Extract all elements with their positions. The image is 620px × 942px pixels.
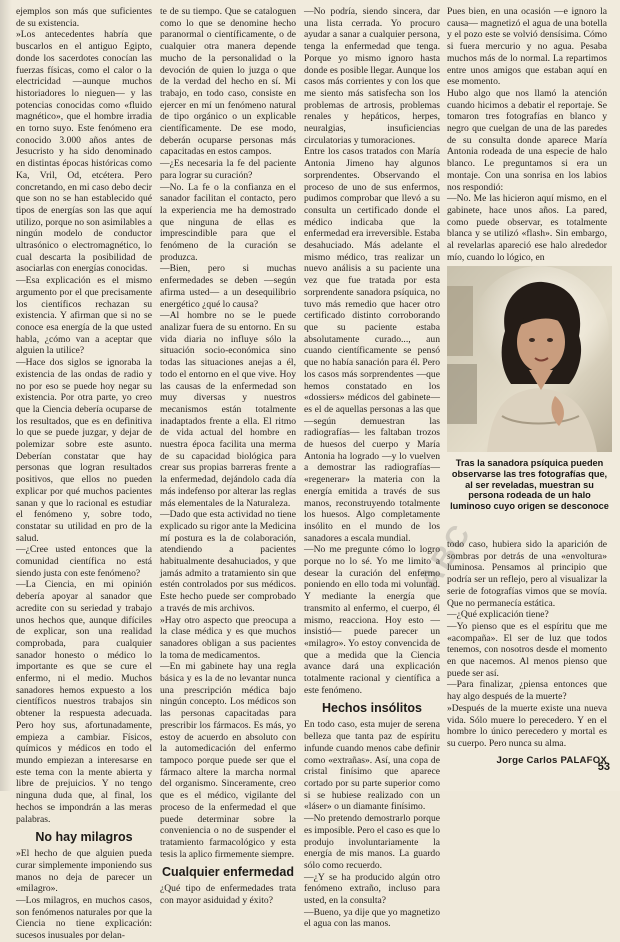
paragraph: —Al hombre no se le puede analizar fuera de su entorno. En su vida diaria no influye sólo la situación socio-económica sino todas las situaciones anejas a él, todo el entorno en el que vive. Hoy las causas de la enfermedad son muy diversas y nuestros mecanismos están totalmente inadaptados frente a ella. El ritmo de vida actual del hombre en nuestra época facilita una merma de su capacidad biológica para crear sus propias barreras frente a la enfermedad, dejándolo cada día más indefenso por alterar las reglas más elementales de la Naturaleza. [160,310,296,509]
article-column-1 [16,6,152,942]
paragraph: »Hay otro aspecto que preocupa a la clase médica y es que muchos sanadores obligan a sus pacientes la toma de medicamentos. [160,614,296,661]
paragraph: —¿Es necesaria la fe del paciente para lograr su curación? [160,158,296,181]
paragraph: te de su tiempo. Que se cataloguen como lo que se denomine hecho paranormal o científicamente, o de cualquier otra manera depende mucho de la personalidad o la devoción de quien lo juzga o que de la verdad del hecho en sí. Mi trabajo, en todo caso, consiste en ejercer en mí un fenómeno natural de tipo orgánico o un explicable científicamente. De ese modo, deberán ocuparse personas más capacitadas en estos campos. [160,6,296,158]
paragraph: »El hecho de que alguien pueda curar simplemente imponiendo sus manos no deja de parecer un «milagro». [16,848,152,895]
paragraph: —No. La fe o la confianza en el sanador facilitan el contacto, pero la experiencia me ha demostrado que ninguna de ellas es imprescindible para que el fenómeno de la curación se produzca. [160,181,296,263]
paragraph: Hubo algo que nos llamó la atención cuando hicimos a debatir el reportaje. Se tomaron tres fotografías en blanco y negro que cuelgan de una de las paredes de su consulta donde aparece María Antonia rodeada de una especie de halo blanco. Le preguntamos si era un montaje. Con una sonrisa en los labios nos respondió: [447,87,607,193]
paragraph: —¿Y se ha producido algún otro fenómeno extraño, incluso para usted, en la consulta? [304,871,440,907]
paragraph: —¿Cree usted entonces que la comunidad científica no está siendo justa con este fenómeno? [16,544,152,579]
article-column-2 [160,6,296,907]
paragraph: —Bien, pero si muchas enfermedades se deben —según afirma usted— a un desequilibrio energético ¿qué lo causa? [160,263,296,310]
paragraph: »Los antecedentes habría que buscarlos en el antiguo Egipto, donde los sacerdotes conocían las fuerzas físicas, como el calor o la electricidad —aunque muchos historiadores lo nieguen— y las potencias conocidas como «fluido magnético», que el hombre irradia en torno suyo. Este fenómeno era conocido 3.000 años antes de Jesucristo y ha sido denominado en distintas épocas históricas como Ka, Vril, Od, etcétera. Pero concretando, en mi caso debo decir que son no se han establecido qué tipos de energías son las que aquí utilizo, porque no son asimilables a ningún modelo de conductor ultrasónico o electromagnético, lo cual descarta la posibilidad de asociarlas con energías conocidas. [16,29,152,275]
paragraph: —¿Qué explicación tiene? [447,609,549,621]
paragraph: —Dado que esta actividad no tiene explicado su rigor ante la Medicina mí postura es la de colaboración, atendiendo a pacientes habitualmente desahuciados, y que jamás admito a tratamiento sin que estén controlados por sus médicos. Este hecho puede ser comprobado a través de mis archivos. [160,509,296,614]
paragraph: —No me pregunte cómo lo logro porque no lo sé. Yo me limito a desear la curación del enfermo poniendo en ello toda mi voluntad. Y mediante la energía que transmito al enfermo, el cuerpo, él mismo, reacciona. Hoy esto —insistió— puede parecer un «milagro». Yo estoy convencida de que a medida que la Ciencia avance dará una explicación totalmente racional y científica a este fenómeno. [304,544,440,696]
article-column-4-bottom [447,539,607,766]
paragraph: todo caso, hubiera sido la aparición de sombras por detrás de una «envoltura» luminosa. Pensamos al principio que podría ser un reflejo, pero al visualizar la serie de fotografías vimos que se movía. Que no permanecía estática. [447,539,607,609]
paragraph: —Hace dos siglos se ignoraba la existencia de las ondas de radio y no por eso se puede hoy negar su existencia. Por otra parte, yo creo que la Ciencia debería ocuparse de los resultados, que es en definitiva lo que se puede juzgar, y dejar de polemizar sobre este asunto. Deberían constatar que hay personas que logran resultados positivos, que ellos no pueden explicar por qué muchos pacientes sanan y que lo racional es estudiar el fenómeno y, sobre todo, constatar su utilidad en pro de la salud. [16,357,152,544]
paragraph: —Esa explicación es el mismo argumento por el que precisamente los científicos rechazan su existencia. Y afirman que si no se conoce esa energía de la que usted habla, ¿cómo van a aceptar que alguien la utilice? [16,275,152,357]
page-fold-shadow [0,0,12,791]
author-byline: Jorge Carlos PALAFOX [496,754,607,766]
section-heading-hechos-insolitos: Hechos insólitos [321,701,423,716]
paragraph: —Para finalizar, ¿piensa entonces que hay algo después de la muerte? [447,679,607,703]
paragraph: Entre los casos tratados con María Antonia Jimeno hay algunos sorprendentes. Observando el proceso de uno de sus enfermos, pudimos comprobar que llevó a su consulta un certificado donde el médico indicaba que la enfermedad era irreversible. Estaba desahuciado. Más adelante el mismo médico, tras realizar un nuevo análisis a su paciente una vez que fue tratada por esta sorprendente sanadora psíquica, no tuvo más remedio que hacer otro certificado distinto corroborando que su paciente estaba absolutamente curado..., aun cuando científicamente se pensó que no había sanación para él. Pero los casos más sorprendentes —que hemos constatado en los «dossiers» médicos del gabinete— es el de aquellas personas a las que —según demuestran las radiografías— les faltaban trozos de huesos del cuerpo y María Antonia ha logrado —y lo vuelven a demostrar las radiografías— «regenerar» la materia con la energía emitida a través de sus manos, reconstruyendo totalmente los huesos. Algo completamente insólito en el mundo de los sanadores a escala mundial. [304,146,440,544]
paragraph: ejemplos son más que suficientes de su existencia. [16,6,152,29]
paragraph: —Bueno, ya dije que yo magnetizo el agua con las manos. [304,906,440,930]
paragraph: —En mi gabinete hay una regla básica y es la de no levantar nunca una prescripción médica bajo ningún concepto. Los médicos son las personas capacitadas para prescribir los fármacos. Es más, yo estoy de acuerdo en absoluto con la automedicación del enfermo tampoco porque puede ser que el fármaco altere la marcha normal del organismo. Sinceramente, creo que es el médico, vigilante del proceso de la enfermedad el que puede determinar sobre la conveniencia o no de suspender el tratamiento farmacológico y esta tesis la aplico firmemente siempre. [160,661,296,860]
portrait-illustration [447,266,612,452]
paragraph: —Yo pienso que es el espíritu que me «acompaña». El ser de luz que todos tenemos, con nosotros desde el momento en que nacemos. Al menos pienso que puede ser así. [447,620,607,679]
article-column-4-top [447,6,607,264]
paragraph: —No pretendo demostrarlo porque es imposible. Pero el caso es que lo produjo involuntariamente la energía de mis manos. La guardo sólo como recuerdo. [304,813,440,871]
photo-caption: Tras la sanadora psíquica pueden observarse las tres fotografías que, al ser reveladas, muestran su persona rodeada de un halo luminoso cuyo origen se desconoce [450,458,609,512]
article-column-3 [304,6,440,930]
paragraph: —La Ciencia, en mi opinión debería apoyar al sanador que acredite con su seriedad y trabajo unos hechos que, aunque difíciles de explicar, son una realidad comprobada, para cualquier sanador honesto o médico lo importante es que se cure el enfermo, ni el medio. Muchos sanadores hemos expuesto a los científicos nuestros trabajos sin obtener la respuesta adecuada. Pero hoy sus, afortunadamente, empieza a cambiar. Físicos, químicos y médicos en todo el mundo empiezan a interesarse en este tema con la mente abierta y libre de prejuicios. Y no tengo ninguna duda que, al final, los hechos se impondrán a las meras palabras. [16,579,152,825]
paragraph: En todo caso, esta mujer de serena belleza que tanta paz de espíritu infunde cuando menos cabe definir como «extrañas». Así, una copa de cristal finísimo que aparece cortado por su parte superior como si se hubiese realizado con un «láser» o un diamante finísimo. [304,719,440,813]
paragraph: Pues bien, en una ocasión —e ignoro la causa— magnetizó el agua de una botella y el pozo este se volvió densísima. Cómo si fuera mercurio y no agua. Pesaba muchos más de lo normal. La repartimos entre unos amigos que estaban aquí en ese momento. [447,6,607,88]
portrait-photo [447,266,612,452]
paragraph: ¿Qué tipo de enfermedades trata con mayor asiduidad y éxito? [160,883,296,907]
paragraph: —Los milagros, en muchos casos, son fenómenos naturales por que la Ciencia no tiene explicación: sucesos inusuales por delan- [16,895,152,942]
page-number: 53 [597,761,610,773]
section-heading-no-hay-milagros: No hay milagros [35,830,133,845]
paragraph: —No podría, siendo sincera, dar una lista cerrada. Yo procuro ayudar a sanar a cualquier persona, tenga la enfermedad que tenga. Porque yo mismo ignoro hasta donde es posible llegar. Aunque los casos más corrientes y con los que me siento más satisfecha son los problemas de artrosis, problemas renales y hepáticos, herpes, neuralgias, insuficiencias circulatorias y tumoraciones. [304,6,440,146]
archive-watermark: ABC [412,517,478,596]
section-heading-cualquier-enfermedad: Cualquier enfermedad [162,865,294,880]
paragraph: »Después de la muerte existe una nueva vida. Sólo muere lo perecedero. Y en el hombre lo único perecedero y mortal es su cuerpo. Pero nunca su alma. [447,702,607,749]
paragraph: —No. Me las hicieron aquí mismo, en el gabinete, hace unos años. La pared, como puede observar, es totalmente blanca y se utilizó «flash». Sin embargo, al revelarlas apareció ese halo alrededor mío, cuando lo lógico, en [447,193,607,263]
